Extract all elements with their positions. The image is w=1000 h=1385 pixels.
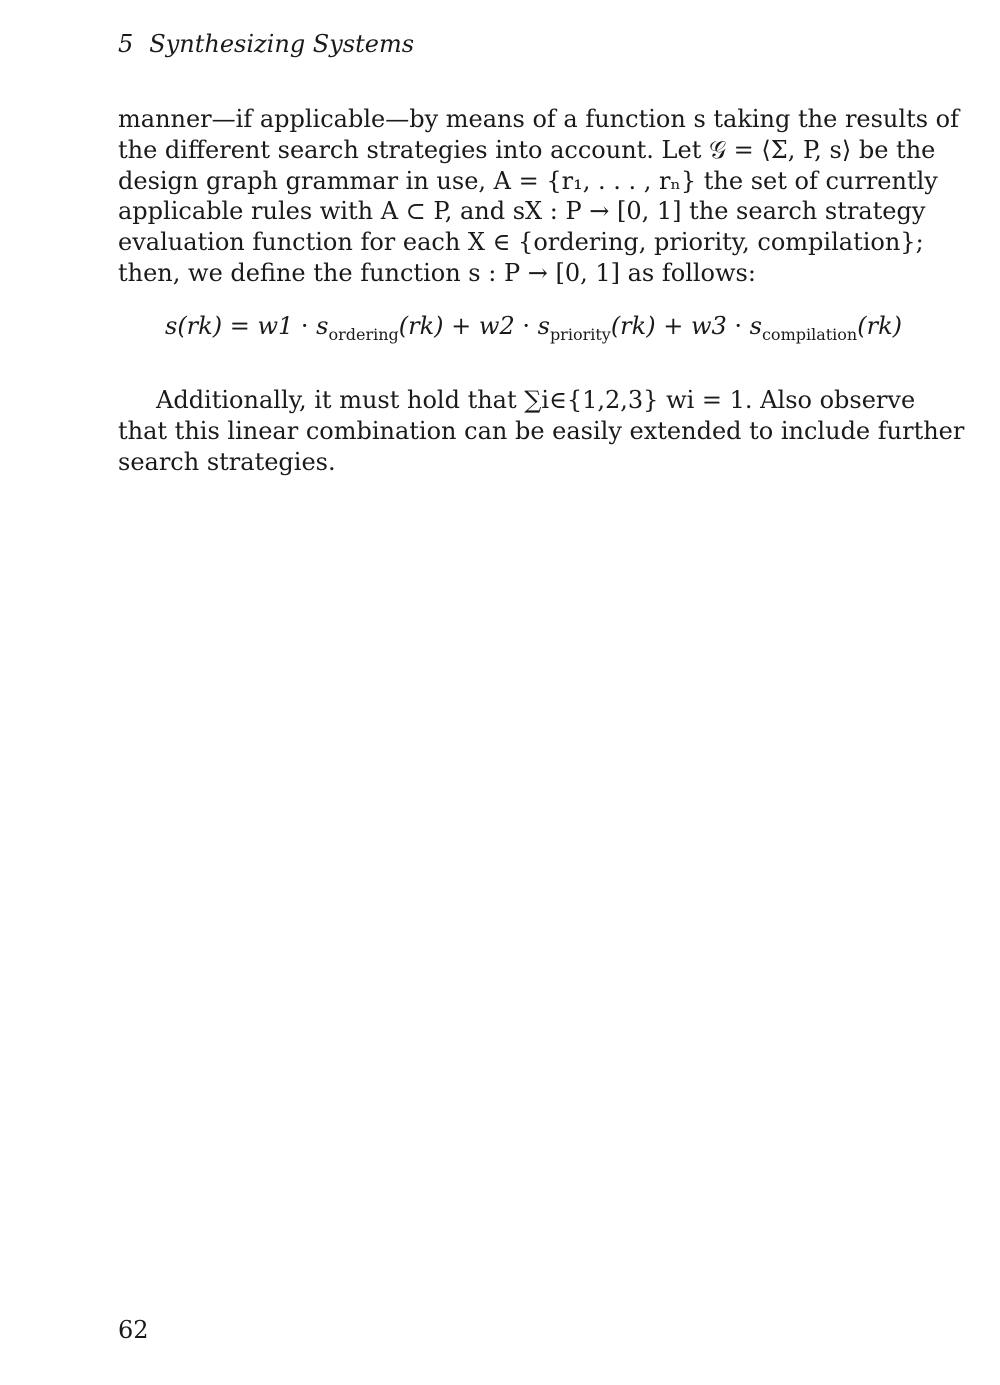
paragraph-1-line: design graph grammar in use, A = {r₁, . . . , rₙ} the set of currently [118, 166, 938, 195]
equation-arg-2: (rk) [610, 312, 656, 340]
equation-lhs: s(rk) = [165, 312, 250, 340]
equation-sub-compilation: compilation [761, 325, 858, 344]
paragraph-1-line: the different search strategies into account. Let 𝒢 = ⟨Σ, P, s⟩ be the [118, 135, 936, 164]
paragraph-2-line: Additionally, it must hold that ∑i∈{1,2,3} wi = 1. Also observe [156, 386, 916, 414]
equation-weight-1: w1 [257, 312, 294, 340]
paragraph-2-line: search strategies. [118, 447, 336, 476]
equation-arg-1: (rk) [398, 312, 444, 340]
running-head [118, 30, 414, 58]
equation-fn-3: s [749, 312, 762, 340]
equation-weight-2: w2 [478, 312, 515, 340]
paragraph-2 [118, 385, 965, 477]
paragraph-1-line: manner—if applicable—by means of a function s taking the results of [118, 105, 959, 133]
page-number: 62 [118, 1316, 149, 1344]
equation-sub-ordering: ordering [328, 325, 399, 344]
paragraph-2-line: that this linear combination can be easily extended to include further [118, 416, 965, 445]
paragraph-1-line: evaluation function for each X ∈ {ordering, priority, compilation}; [118, 228, 924, 257]
chapter-title: Synthesizing Systems [149, 30, 415, 58]
chapter-number: 5 [118, 30, 134, 58]
paragraph-1-line: applicable rules with A ⊂ P, and sX : P → [0, 1] the search strategy [118, 197, 926, 226]
equation-weight-3: w3 [690, 312, 727, 340]
paragraph-1-line: then, we define the function s : P → [0, 1] as follows: [118, 258, 756, 287]
equation-arg-3: (rk) [857, 312, 902, 340]
display-equation: $s(rk) = w1 \cdot s_{ordering}(rk) + w2 \cdot s_{priority}(rk) + w3 \cdot s_{compilation}(rk)$ [165, 312, 902, 344]
equation-fn-1: s [316, 312, 329, 340]
paragraph-1 [118, 104, 959, 289]
equation-fn-2: s [537, 312, 550, 340]
equation-sub-priority: priority [549, 325, 611, 344]
